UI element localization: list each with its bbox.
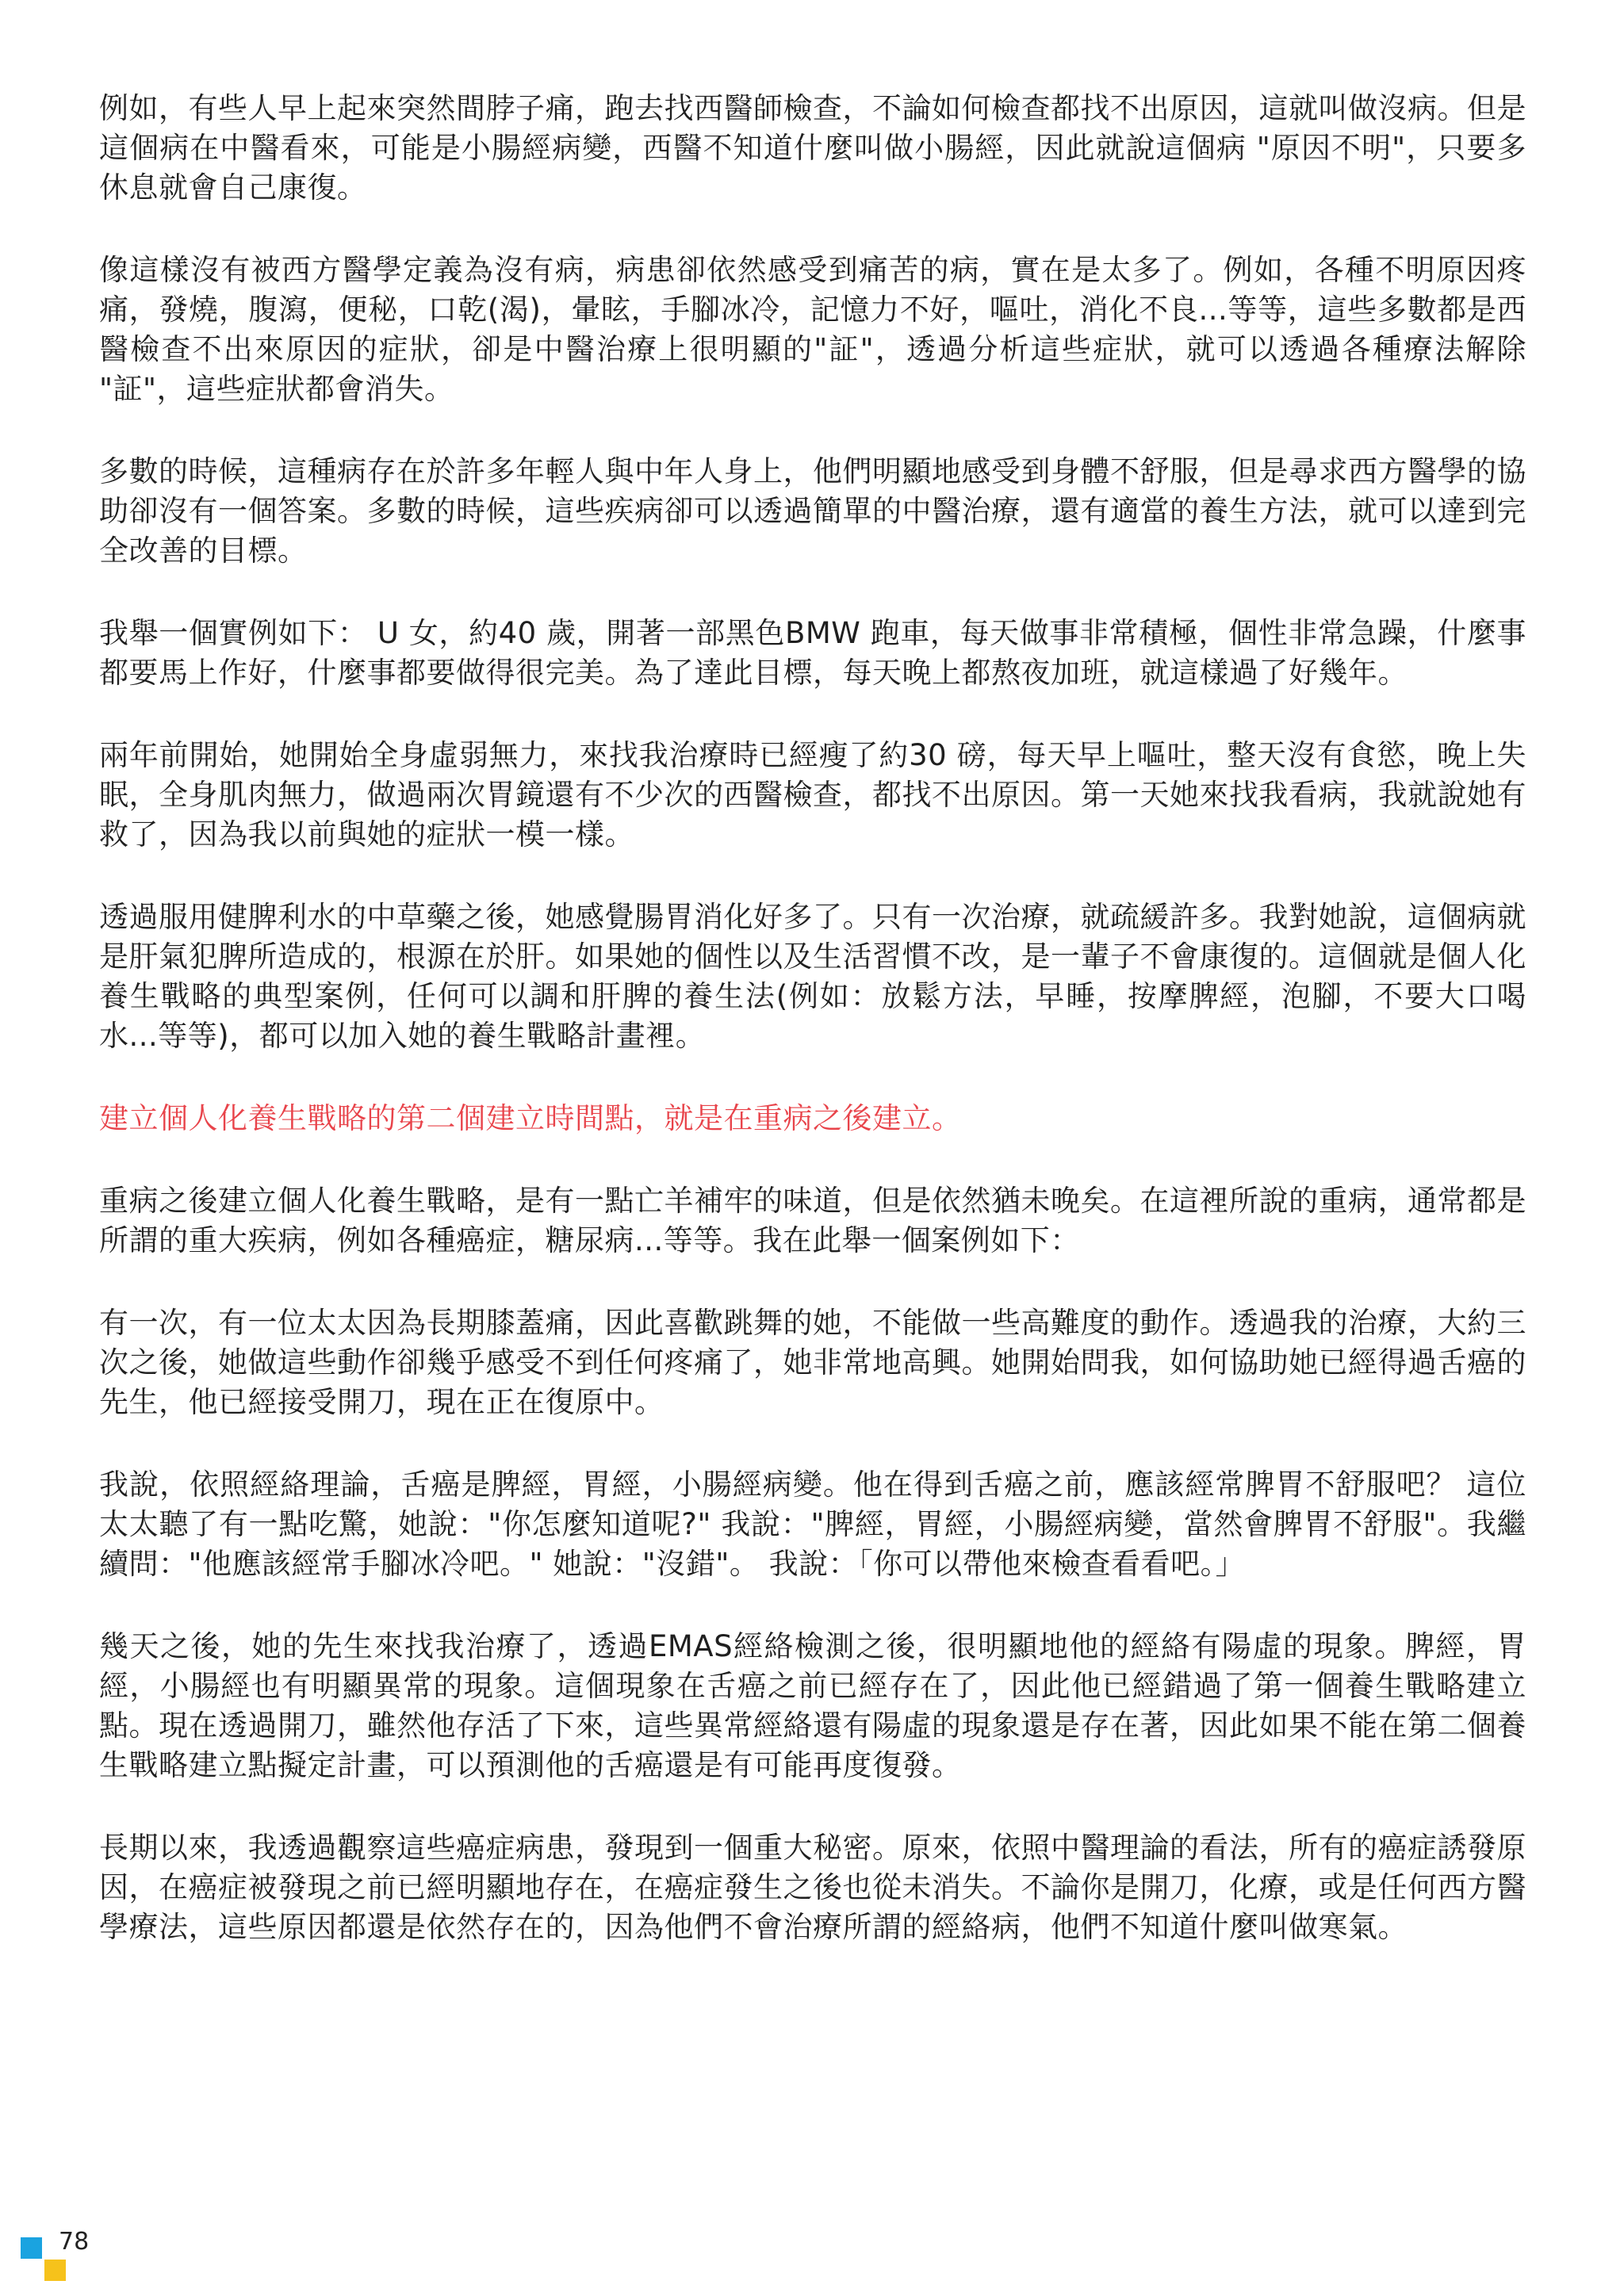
paragraph-12: 長期以來，我透過觀察這些癌症病患，發現到一個重大秘密。原來，依照中醫理論的看法，所有的癌症誘發原因，在癌症被發現之前已經明顯地存在，在癌症發生之後也從未消失。不論你是開刀，化療，或是任何西方醫學療法，這些原因都還是依然存在的，因為他們不會治療所謂的經絡病，他們不知道什麼叫做寒氣。	[99, 1831, 1526, 1944]
paragraph-2: 像這樣沒有被西方醫學定義為沒有病，病患卻依然感受到痛苦的病，實在是太多了。例如，各種不明原因疼痛，發燒，腹瀉，便秘，口乾(渴)，暈眩，手腳冰冷，記憶力不好，嘔吐，消化不良...等等，這些多數都是西醫檢查不出來原因的症狀，卻是中醫治療上很明顯的"証"，透過分析這些症狀，就可以透過各種療法解除 "証"，這些症狀都會消失。	[99, 253, 1526, 406]
paragraph-5: 兩年前開始，她開始全身虛弱無力，來找我治療時已經瘦了約30 磅，每天早上嘔吐，整天沒有食慾，晚上失眠，全身肌肉無力，做過兩次胃鏡還有不少次的西醫檢查，都找不出原因。第一天她來找我看病，我就說她有救了，因為我以前與她的症狀一模一樣。	[99, 738, 1526, 851]
section-highlight-heading: 建立個人化養生戰略的第二個建立時間點，就是在重病之後建立。	[99, 1101, 962, 1135]
paragraph-11: 幾天之後，她的先生來找我治療了，透過EMAS經絡檢測之後，很明顯地他的經絡有陽虛的現象。脾經，胃經，小腸經也有明顯異常的現象。這個現象在舌癌之前已經存在了，因此他已經錯過了第一個養生戰略建立點。現在透過開刀，雖然他存活了下來，這些異常經絡還有陽虛的現象還是存在著，因此如果不能在第二個養生戰略建立點擬定計畫，可以預測他的舌癌還是有可能再度復發。	[99, 1629, 1526, 1782]
page-number: 78	[59, 2228, 90, 2256]
paragraph-4: 我舉一個實例如下： U 女，約40 歲，開著一部黑色BMW 跑車，每天做事非常積極，個性非常急躁，什麼事都要馬上作好，什麼事都要做得很完美。為了達此目標，每天晚上都熬夜加班，就這樣過了好幾年。	[99, 616, 1526, 690]
paragraph-8: 重病之後建立個人化養生戰略，是有一點亡羊補牢的味道，但是依然猶未晚矣。在這裡所說的重病，通常都是所謂的重大疾病，例如各種癌症，糖尿病...等等。我在此舉一個案例如下：	[99, 1184, 1526, 1257]
paragraph-1: 例如，有些人早上起來突然間脖子痛，跑去找西醫師檢查，不論如何檢查都找不出原因，這就叫做沒病。但是這個病在中醫看來，可能是小腸經病變，西醫不知道什麼叫做小腸經，因此就說這個病 "原因不明"，只要多休息就會自己康復。	[99, 91, 1526, 205]
paragraph-3: 多數的時候，這種病存在於許多年輕人與中年人身上，他們明顯地感受到身體不舒服，但是尋求西方醫學的協助卻沒有一個答案。多數的時候，這些疾病卻可以透過簡單的中醫治療，還有適當的養生方法，就可以達到完全改善的目標。	[99, 454, 1526, 568]
blue-square-decoration	[21, 2237, 42, 2259]
paragraph-9: 有一次，有一位太太因為長期膝蓋痛，因此喜歡跳舞的她，不能做一些高難度的動作。透過我的治療，大約三次之後，她做這些動作卻幾乎感受不到任何疼痛了，她非常地高興。她開始問我，如何協助她已經得過舌癌的先生，他已經接受開刀，現在正在復原中。	[99, 1306, 1526, 1419]
paragraph-6: 透過服用健脾利水的中草藥之後，她感覺腸胃消化好多了。只有一次治療，就疏緩許多。我對她說，這個病就是肝氣犯脾所造成的，根源在於肝。如果她的個性以及生活習慣不改，是一輩子不會康復的。這個就是個人化養生戰略的典型案例，任何可以調和肝脾的養生法(例如：放鬆方法，早睡，按摩脾經，泡腳，不要大口喝水...等等)，都可以加入她的養生戰略計畫裡。	[99, 900, 1526, 1053]
paragraph-10: 我說，依照經絡理論，舌癌是脾經，胃經，小腸經病變。他在得到舌癌之前，應該經常脾胃不舒服吧？ 這位太太聽了有一點吃驚，她說："你怎麼知道呢?" 我說："脾經，胃經，小腸經病變，當然會脾胃不舒服"。我繼續問："他應該經常手腳冰冷吧。" 她說："沒錯"。 我說：「你可以帶他來檢查看看吧。」	[99, 1468, 1526, 1581]
page-body	[99, 89, 1526, 1990]
yellow-square-decoration	[44, 2260, 66, 2281]
page-footer	[21, 2228, 116, 2283]
